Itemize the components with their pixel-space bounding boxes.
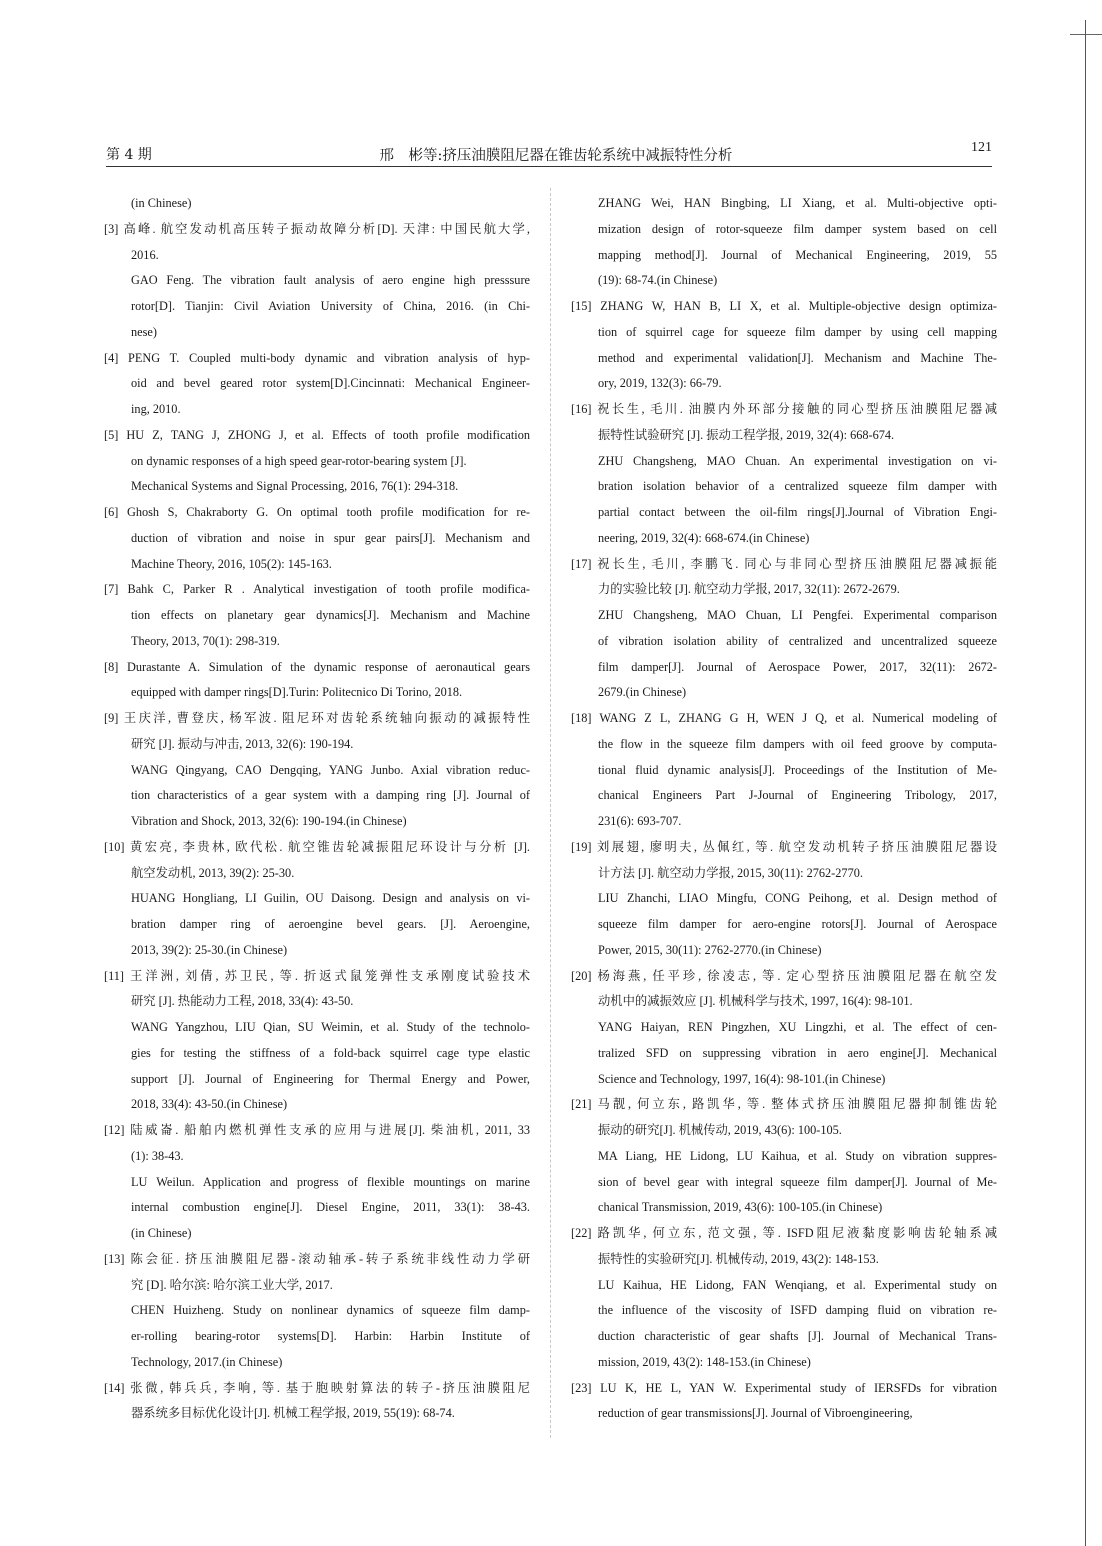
- reference-line: oid and bevel geared rotor system[D].Cincinnati: Mechanical Engineer-: [131, 376, 530, 391]
- reference-line: [23] LU K, HE L, YAN W. Experimental study of IERSFDs for vibration: [571, 1380, 997, 1395]
- reference-line: tion effects on planetary gear dynamics[J]. Mechanism and Machine: [131, 608, 530, 622]
- reference-line: 计方法 [J]. 航空动力学报, 2015, 30(11): 2762-2770.: [598, 865, 863, 880]
- reference-line: film damper[J]. Journal of Aerospace Power, 2017, 32(11): 2672-: [598, 659, 997, 674]
- reference-line: neering, 2019, 32(4): 668-674.(in Chinese): [598, 530, 810, 545]
- reference-line: [13] 陈会征. 挤压油膜阻尼器-滚动轴承-转子系统非线性动力学研: [104, 1251, 530, 1266]
- reference-line: [21] 马靓, 何立东, 路凯华, 等. 整体式挤压油膜阻尼器抑制锥齿轮: [571, 1097, 997, 1112]
- reference-entry: [104, 346, 530, 423]
- issue-number: 第 4 期: [106, 147, 152, 163]
- reference-entry: [571, 397, 997, 552]
- reference-line: (in Chinese): [131, 1226, 192, 1240]
- reference-entry: [104, 577, 530, 654]
- reference-line: (in Chinese): [131, 196, 192, 210]
- reference-line: the influence of the viscosity of ISFD damping fluid on vibration re-: [598, 1303, 997, 1318]
- reference-line: 研究 [J]. 热能动力工程, 2018, 33(4): 43-50.: [131, 994, 354, 1009]
- reference-line: [17] 祝长生, 毛川, 李鹏飞. 同心与非同心型挤压油膜阻尼器减振能: [571, 556, 997, 571]
- reference-line: Science and Technology, 1997, 16(4): 98-101.(in Chinese): [598, 1071, 886, 1086]
- reference-line: 2018, 33(4): 43-50.(in Chinese): [131, 1097, 288, 1112]
- reference-line: chanical Engineers Part J-Journal of Engineering Tribology, 2017,: [598, 788, 997, 803]
- reference-line: ing, 2010.: [131, 402, 181, 416]
- reference-line: bration damper ring of aeroengine bevel gears. [J]. Aeroengine,: [131, 917, 530, 931]
- reference-line: CHEN Huizheng. Study on nonlinear dynamics of squeeze film damp-: [131, 1303, 530, 1318]
- reference-line: [6] Ghosh S, Chakraborty G. On optimal tooth profile modification for re-: [104, 505, 530, 519]
- reference-entry: [104, 835, 530, 964]
- reference-line: method and experimental validation[J]. Mechanism and Machine The-: [598, 350, 997, 365]
- reference-line: [15] ZHANG W, HAN B, LI X, et al. Multiple-objective design optimiza-: [571, 299, 997, 313]
- reference-line: 力的实验比较 [J]. 航空动力学报, 2017, 32(11): 2672-2679.: [598, 582, 900, 597]
- reference-column-left: [104, 191, 530, 1427]
- reference-entry: [104, 706, 530, 835]
- crop-mark-vertical: [1085, 20, 1086, 1546]
- reference-line: WANG Qingyang, CAO Dengqing, YANG Junbo. Axial vibration reduc-: [131, 762, 530, 777]
- reference-line: [12] 陆威崙. 船舶内燃机弹性支承的应用与进展[J]. 柴油机, 2011, 33: [104, 1123, 530, 1137]
- reference-line: Power, 2015, 30(11): 2762-2770.(in Chinese): [598, 942, 822, 957]
- reference-line: ZHU Changsheng, MAO Chuan. An experimental investigation on vi-: [598, 453, 997, 468]
- reference-line: tion characteristics of a gear system with a damping ring [J]. Journal of: [131, 788, 530, 803]
- reference-line: MA Liang, HE Lidong, LU Kaihua, et al. Study on vibration suppres-: [598, 1148, 997, 1163]
- crop-mark-horizontal: [1070, 34, 1102, 35]
- reference-line: gies for testing the stiffness of a fold-back squirrel cage type elastic: [131, 1045, 530, 1060]
- reference-line: nese): [131, 324, 157, 339]
- reference-line: tional fluid dynamic analysis[J]. Proceedings of the Institution of Me-: [598, 762, 997, 777]
- reference-line: LU Kaihua, HE Lidong, FAN Wenqiang, et al. Experimental study on: [598, 1277, 997, 1292]
- reference-line: mization design of rotor-squeeze film damper system based on cell: [598, 221, 997, 236]
- reference-line: [10] 黄宏亮, 李贵林, 欧代松. 航空锥齿轮减振阻尼环设计与分析 [J].: [104, 839, 530, 854]
- reference-line: 2679.(in Chinese): [598, 685, 687, 700]
- reference-line: 振特性的实验研究[J]. 机械传动, 2019, 43(2): 148-153.: [598, 1251, 879, 1266]
- reference-entry: [104, 191, 530, 217]
- reference-line: ory, 2019, 132(3): 66-79.: [598, 376, 722, 391]
- reference-line: tralized SFD on suppressing vibration in aero engine[J]. Mechanical: [598, 1045, 997, 1060]
- reference-line: duction characteristic of gear shafts [J]. Journal of Mechanical Trans-: [598, 1329, 997, 1343]
- reference-entry: [571, 1376, 997, 1428]
- reference-entry: [104, 500, 530, 577]
- reference-line: er-rolling bearing-rotor systems[D]. Harbin: Harbin Institute of: [131, 1329, 530, 1343]
- reference-entry: [571, 294, 997, 397]
- reference-line: equipped with damper rings[D].Turin: Politecnico Di Torino, 2018.: [131, 685, 463, 700]
- reference-entry: [571, 1221, 997, 1376]
- reference-line: [14] 张微, 韩兵兵, 李响, 等. 基于胞映射算法的转子-挤压油膜阻尼: [104, 1380, 530, 1395]
- running-header: [106, 140, 992, 164]
- reference-line: [9] 王庆洋, 曹登庆, 杨军波. 阻尼环对齿轮系统轴向振动的减振特性: [104, 711, 530, 725]
- reference-line: [19] 刘展翅, 廖明夫, 丛佩红, 等. 航空发动机转子挤压油膜阻尼器设: [571, 839, 997, 854]
- reference-line: 动机中的减振效应 [J]. 机械科学与技术, 1997, 16(4): 98-101.: [598, 994, 913, 1009]
- reference-line: 振特性试验研究 [J]. 振动工程学报, 2019, 32(4): 668-674.: [598, 427, 895, 442]
- reference-line: the flow in the squeeze film dampers with oil feed groove by computa-: [598, 736, 997, 751]
- reference-entry: [571, 964, 997, 1093]
- reference-line: WANG Yangzhou, LIU Qian, SU Weimin, et al. Study of the technolo-: [131, 1020, 530, 1034]
- reference-line: HUANG Hongliang, LI Guilin, OU Daisong. Design and analysis on vi-: [131, 891, 530, 906]
- reference-line: mission, 2019, 43(2): 148-153.(in Chinese): [598, 1354, 811, 1369]
- reference-entry: [104, 1118, 530, 1247]
- reference-line: 231(6): 693-707.: [598, 814, 682, 828]
- reference-line: 器系统多目标优化设计[J]. 机械工程学报, 2019, 55(19): 68-74.: [131, 1406, 455, 1421]
- reference-line: bration isolation behavior of a centralized squeeze film damper with: [598, 479, 997, 494]
- reference-line: [20] 杨海燕, 任平珍, 徐凌志, 等. 定心型挤压油膜阻尼器在航空发: [571, 968, 997, 983]
- reference-line: [5] HU Z, TANG J, ZHONG J, et al. Effects of tooth profile modification: [104, 427, 530, 442]
- reference-line: [11] 王洋洲, 刘倩, 苏卫民, 等. 折返式鼠笼弹性支承刚度试验技术: [104, 968, 530, 983]
- reference-line: internal combustion engine[J]. Diesel Engine, 2011, 33(1): 38-43.: [131, 1200, 530, 1215]
- reference-line: sion of bevel gear with integral squeeze film damper[J]. Journal of Me-: [598, 1174, 997, 1189]
- reference-entry: [104, 964, 530, 1119]
- reference-line: [18] WANG Z L, ZHANG G H, WEN J Q, et al. Numerical modeling of: [571, 711, 997, 725]
- reference-line: LU Weilun. Application and progress of flexible mountings on marine: [131, 1174, 530, 1189]
- reference-entry: [571, 706, 997, 835]
- column-divider: [550, 188, 551, 1438]
- reference-line: [7] Bahk C, Parker R . Analytical investigation of tooth profile modifica-: [104, 582, 530, 597]
- reference-entry: [104, 655, 530, 707]
- reference-entry: [571, 552, 997, 707]
- reference-line: Vibration and Shock, 2013, 32(6): 190-194.(in Chinese): [131, 814, 407, 828]
- running-title: 邢 彬等:挤压油膜阻尼器在锥齿轮系统中减振特性分析: [379, 148, 733, 164]
- reference-line: Theory, 2013, 70(1): 298-319.: [131, 633, 280, 648]
- reference-line: 2013, 39(2): 25-30.(in Chinese): [131, 942, 288, 957]
- reference-line: of vibration isolation ability of centralized and uncentralized squeeze: [598, 633, 997, 648]
- reference-line: (19): 68-74.(in Chinese): [598, 273, 718, 288]
- reference-line: rotor[D]. Tianjin: Civil Aviation University of China, 2016. (in Chi-: [131, 299, 530, 313]
- reference-line: [3] 高峰. 航空发动机高压转子振动故障分析[D]. 天津: 中国民航大学,: [104, 221, 530, 236]
- reference-line: duction of vibration and noise in spur gear pairs[J]. Mechanism and: [131, 530, 530, 545]
- reference-line: GAO Feng. The vibration fault analysis of aero engine high presssure: [131, 273, 530, 288]
- reference-line: ZHANG Wei, HAN Bingbing, LI Xiang, et al. Multi-objective opti-: [598, 196, 997, 210]
- reference-line: LIU Zhanchi, LIAO Mingfu, CONG Peihong, et al. Design method of: [598, 891, 997, 906]
- reference-line: tion of squirrel cage for squeeze film damper by using cell mapping: [598, 324, 997, 339]
- header-rule: [106, 166, 992, 167]
- reference-line: 振动的研究[J]. 机械传动, 2019, 43(6): 100-105.: [598, 1123, 842, 1137]
- reference-line: 2016.: [131, 247, 159, 262]
- reference-line: Technology, 2017.(in Chinese): [131, 1354, 283, 1369]
- reference-line: Machine Theory, 2016, 105(2): 145-163.: [131, 556, 332, 571]
- reference-line: mapping method[J]. Journal of Mechanical Engineering, 2019, 55: [598, 247, 997, 262]
- reference-entry: [104, 217, 530, 346]
- reference-line: 航空发动机, 2013, 39(2): 25-30.: [131, 865, 295, 880]
- reference-line: reduction of gear transmissions[J]. Journal of Vibroengineering,: [598, 1406, 913, 1421]
- reference-line: [4] PENG T. Coupled multi-body dynamic and vibration analysis of hyp-: [104, 350, 530, 365]
- reference-line: [22] 路凯华, 何立东, 范文强, 等. ISFD阻尼液黏度影响齿轮轴系减: [571, 1226, 997, 1240]
- reference-line: squeeze film damper for aero-engine rotors[J]. Journal of Aerospace: [598, 917, 997, 931]
- reference-line: support [J]. Journal of Engineering for Thermal Energy and Power,: [131, 1071, 530, 1086]
- reference-line: on dynamic responses of a high speed gear-rotor-bearing system [J].: [131, 453, 467, 468]
- reference-entry: [571, 835, 997, 964]
- reference-line: [16] 祝长生, 毛川. 油膜内外环部分接触的同心型挤压油膜阻尼器减: [571, 402, 997, 416]
- reference-line: 究 [D]. 哈尔滨: 哈尔滨工业大学, 2017.: [131, 1277, 333, 1292]
- reference-line: ZHU Changsheng, MAO Chuan, LI Pengfei. Experimental comparison: [598, 608, 997, 622]
- reference-entry: [104, 1376, 530, 1428]
- reference-line: partial contact between the oil-film rings[J].Journal of Vibration Engi-: [598, 505, 997, 519]
- reference-column-right: [571, 191, 997, 1427]
- reference-entry: [104, 423, 530, 500]
- reference-line: (1): 38-43.: [131, 1148, 184, 1163]
- reference-line: chanical Transmission, 2019, 43(6): 100-105.(in Chinese): [598, 1200, 883, 1215]
- reference-entry: [104, 1247, 530, 1376]
- reference-entry: [571, 191, 997, 294]
- reference-entry: [571, 1092, 997, 1221]
- page-number: 121: [971, 140, 992, 155]
- reference-line: Mechanical Systems and Signal Processing, 2016, 76(1): 294-318.: [131, 479, 459, 494]
- reference-line: 研究 [J]. 振动与冲击, 2013, 32(6): 190-194.: [131, 736, 354, 751]
- reference-line: YANG Haiyan, REN Pingzhen, XU Lingzhi, et al. The effect of cen-: [598, 1020, 997, 1034]
- reference-line: [8] Durastante A. Simulation of the dynamic response of aeronautical gears: [104, 659, 530, 674]
